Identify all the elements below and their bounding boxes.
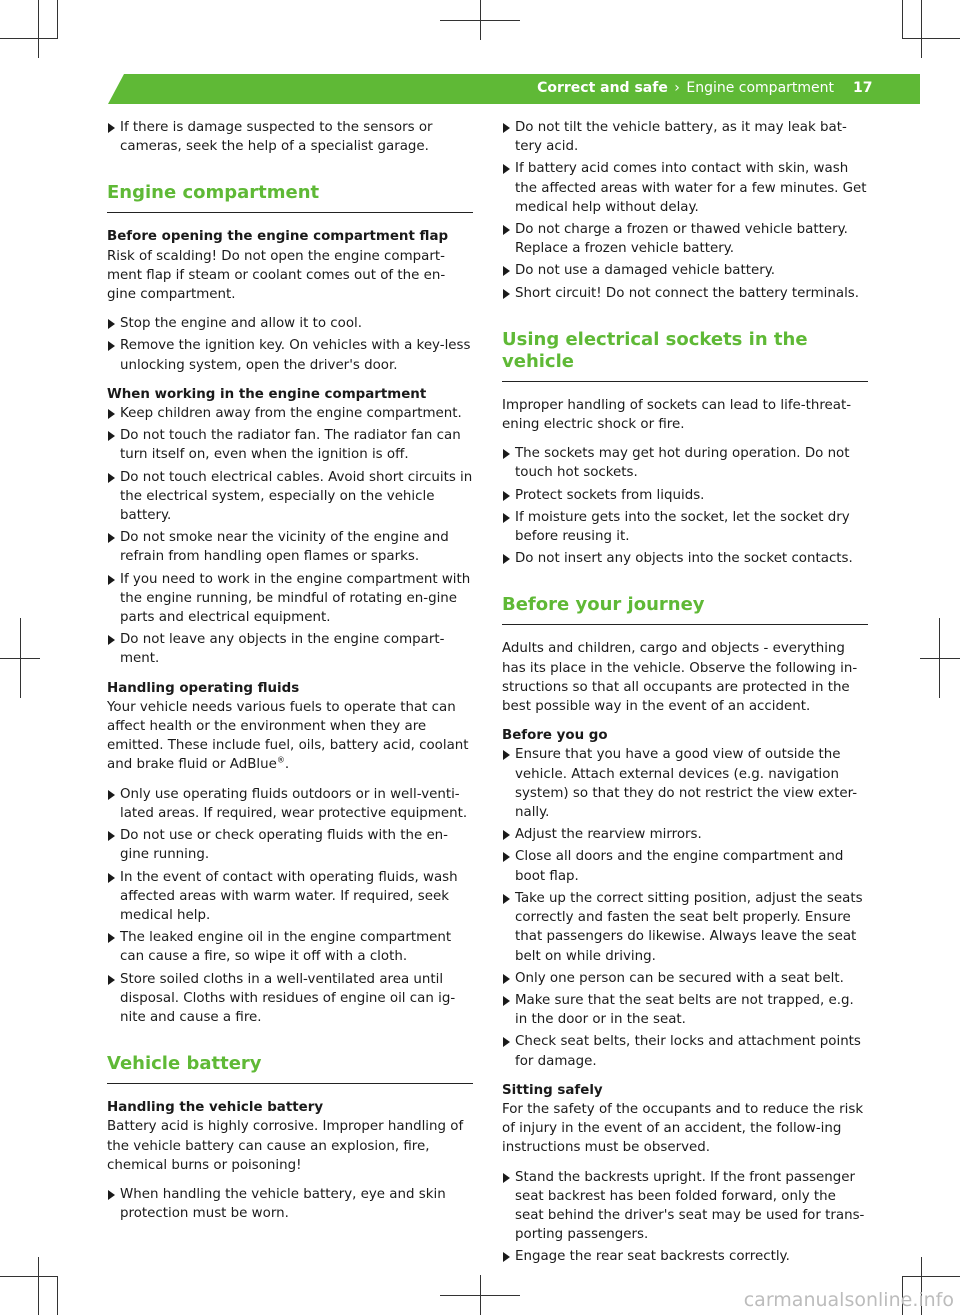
- bullet-item: Do not use or check operating fluids with the en-gine running.: [107, 826, 473, 864]
- bullet-item: Store soiled cloths in a well-ventilated area until disposal. Cloths with residues of engine oil can ig-nite and cause a fire.: [107, 970, 473, 1028]
- crop-mark: [921, 0, 922, 58]
- bullet-item: Ensure that you have a good view of outside the vehicle. Attach external devices (e.g. navigation system) so that they do not restrict the view exter-nally.: [502, 745, 868, 822]
- bullet-list: [107, 785, 473, 1027]
- crop-mark: [57, 0, 58, 38]
- bullet-item: Do not charge a frozen or thawed vehicle battery. Replace a frozen vehicle battery.: [502, 220, 868, 258]
- bullet-item: Adjust the rearview mirrors.: [502, 825, 868, 844]
- bullet-item: Do not tilt the vehicle battery, as it may leak bat-tery acid.: [502, 118, 868, 156]
- bullet-item: Check seat belts, their locks and attachment points for damage.: [502, 1032, 868, 1070]
- crop-mark: [57, 1276, 58, 1315]
- bullet-item: If there is damage suspected to the sensors or cameras, seek the help of a specialist garage.: [107, 118, 473, 156]
- paragraph-text: Your vehicle needs various fuels to operate that can affect health or the environment when they are emitted. These include fuel, oils, battery acid, coolant and brake fluid or AdBlue: [107, 699, 469, 773]
- subheading-before-you-go: Before you go: [502, 728, 608, 744]
- header-separator: ›: [674, 80, 680, 96]
- bullet-item: Engage the rear seat backrests correctly.: [502, 1247, 868, 1266]
- bullet-list: [107, 404, 473, 669]
- registered-mark: ®: [276, 756, 285, 766]
- bullet-list: [502, 745, 868, 1070]
- crop-mark: [38, 0, 39, 58]
- paragraph: Risk of scalding! Do not open the engine compart-ment flap if steam or coolant comes out of the en-gine compartment.: [107, 248, 446, 303]
- intro-bullet-list: [107, 118, 473, 156]
- section-heading-vehicle-battery: Vehicle battery: [107, 1053, 473, 1084]
- bullet-item: Take up the correct sitting position, adjust the seats correctly and fasten the seat belt properly. Ensure that passengers do likewise. Always leave the seat belt on while driving.: [502, 889, 868, 966]
- paragraph-end: .: [284, 757, 290, 773]
- bullet-item: Stop the engine and allow it to cool.: [107, 314, 473, 333]
- crop-mark: [38, 1257, 39, 1315]
- paragraph: Improper handling of sockets can lead to life-threat-ening electric shock or fire.: [502, 397, 852, 433]
- crop-mark: [480, 1275, 481, 1315]
- right-column: [502, 118, 868, 1277]
- battery-bullet-list: [502, 118, 868, 303]
- bullet-item: Do not insert any objects into the socket contacts.: [502, 549, 868, 568]
- crop-mark: [0, 38, 58, 39]
- bullet-item: Keep children away from the engine compartment.: [107, 404, 473, 423]
- bullet-item: If you need to work in the engine compartment with the engine running, be mindful of rotating en-gine parts and electrical equipment.: [107, 570, 473, 628]
- paragraph: Battery acid is highly corrosive. Improper handling of the vehicle battery can cause an explosion, fire, chemical burns or poisoning!: [107, 1119, 464, 1173]
- bullet-item: Protect sockets from liquids.: [502, 486, 868, 505]
- crop-mark: [20, 618, 21, 698]
- bullet-item: Only one person can be secured with a seat belt.: [502, 969, 868, 988]
- bullet-list: [107, 1185, 473, 1223]
- bullet-list: [502, 1168, 868, 1267]
- bullet-list: [502, 444, 868, 568]
- header-subsection: Engine compartment: [686, 80, 834, 96]
- bullet-item: The sockets may get hot during operation. Do not touch hot sockets.: [502, 444, 868, 482]
- crop-mark: [0, 1276, 58, 1277]
- bullet-item: Stand the backrests upright. If the front passenger seat backrest has been folded forward, only the seat behind the driver's seat may be used for trans-porting passengers.: [502, 1168, 868, 1245]
- left-column: [107, 118, 473, 1233]
- bullet-item: Remove the ignition key. On vehicles with a key-less unlocking system, open the driver's door.: [107, 336, 473, 374]
- bullet-item: If moisture gets into the socket, let the socket dry before reusing it.: [502, 508, 868, 546]
- bullet-item: Do not touch the radiator fan. The radiator fan can turn itself on, even when the ignition is off.: [107, 426, 473, 464]
- bullet-item: The leaked engine oil in the engine compartment can cause a fire, so wipe it off with a cloth.: [107, 928, 473, 966]
- bullet-item: In the event of contact with operating fluids, wash affected areas with warm water. If required, seek medical help.: [107, 868, 473, 926]
- crop-mark: [902, 1276, 960, 1277]
- bullet-item: If battery acid comes into contact with skin, wash the affected areas with water for a few minutes. Get medical help without delay.: [502, 159, 868, 217]
- subheading-before-opening: Before opening the engine compartment flap: [107, 229, 449, 245]
- crop-mark: [902, 0, 903, 38]
- section-heading-before-journey: Before your journey: [502, 594, 868, 625]
- page-number: 17: [853, 80, 873, 96]
- subheading-when-working: When working in the engine compartment: [107, 386, 427, 402]
- crop-mark: [480, 0, 481, 40]
- section-heading-engine-compartment: Engine compartment: [107, 182, 473, 213]
- subheading-operating-fluids: Handling operating fluids: [107, 680, 300, 696]
- paragraph: For the safety of the occupants and to reduce the risk of injury in the event of an accident, the follow-ing instructions must be observed.: [502, 1101, 864, 1156]
- bullet-item: Make sure that the seat belts are not trapped, e.g. in the door or in the seat.: [502, 991, 868, 1029]
- running-header: [537, 80, 834, 96]
- crop-mark: [902, 38, 960, 39]
- crop-mark: [939, 618, 940, 698]
- bullet-item: Only use operating fluids outdoors or in well-venti-lated areas. If required, wear protective equipment.: [107, 785, 473, 823]
- bullet-item: Close all doors and the engine compartment and boot flap.: [502, 847, 868, 885]
- section-heading-electrical-sockets: Using electrical sockets in the vehicle: [502, 329, 868, 382]
- subheading-handling-battery: Handling the vehicle battery: [107, 1100, 324, 1116]
- bullet-item: Do not touch electrical cables. Avoid short circuits in the electrical system, especially on the vehicle battery.: [107, 468, 473, 526]
- bullet-item: When handling the vehicle battery, eye and skin protection must be worn.: [107, 1185, 473, 1223]
- header-section: Correct and safe: [537, 80, 668, 96]
- watermark: carmanualsonline.info: [743, 1289, 954, 1311]
- subheading-sitting-safely: Sitting safely: [502, 1082, 603, 1098]
- bullet-item: Do not use a damaged vehicle battery.: [502, 261, 868, 280]
- bullet-item: Short circuit! Do not connect the battery terminals.: [502, 284, 868, 303]
- bullet-item: Do not smoke near the vicinity of the engine and refrain from handling open flames or sparks.: [107, 528, 473, 566]
- paragraph: [107, 698, 473, 775]
- bullet-item: Do not leave any objects in the engine compart-ment.: [107, 630, 473, 668]
- bullet-list: [107, 314, 473, 375]
- crop-mark: [920, 658, 960, 659]
- paragraph: Adults and children, cargo and objects - everything has its place in the vehicle. Observe the following in-structions so that all occupants are protected in the best possible way in the event of an accident.: [502, 641, 858, 715]
